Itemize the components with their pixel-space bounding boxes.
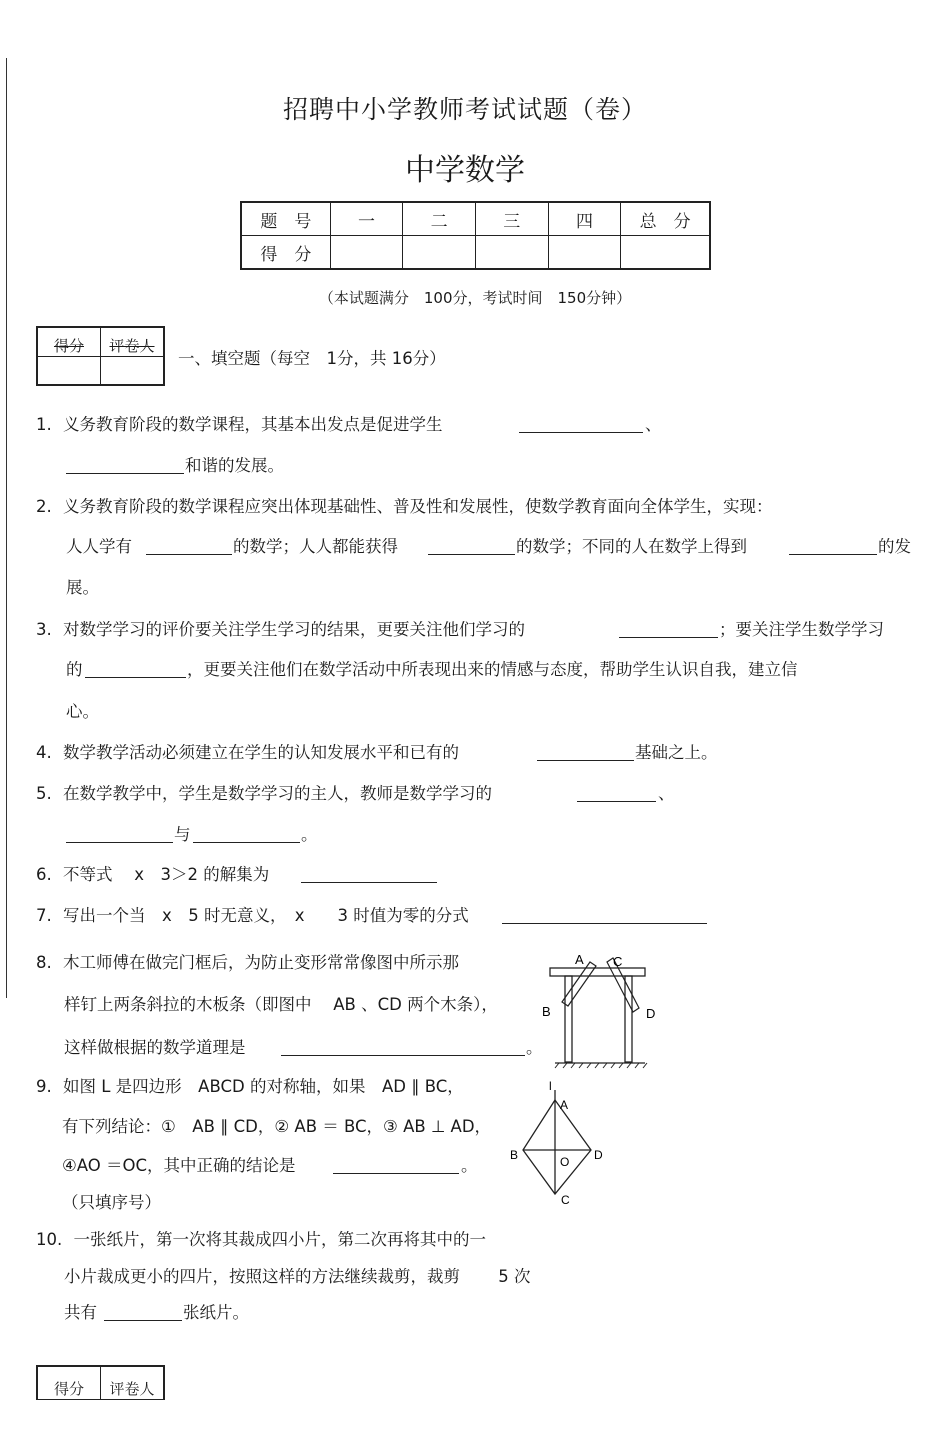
question-text: ，更要关注他们在数学活动中所表现出来的情感与态度，帮助学生认识自我，建立信 [187, 660, 798, 679]
question-text: 在数学教学中，学生是数学学习的主人，教师是数学学习的 [63, 784, 492, 803]
fig-label-d: D [646, 1006, 656, 1021]
question-text: 的数学；不同的人在数学上得到 [516, 537, 747, 556]
question-text: 、 [658, 784, 675, 803]
question-text: 展。 [66, 578, 99, 597]
question-text: ④AO ＝OC，其中正确的结论是 [62, 1156, 296, 1175]
fig-label-c: C [561, 1193, 570, 1207]
fig-label-a: A [560, 1098, 569, 1112]
question-text: 张纸片。 [183, 1303, 249, 1322]
score-row-label: 得 分 [241, 236, 330, 270]
question-3 [36, 620, 525, 640]
quadrilateral-abcd [523, 1100, 591, 1194]
question-10 [36, 1230, 486, 1250]
quadrilateral-figure [505, 1078, 615, 1214]
brace-cd [607, 958, 639, 1012]
score-table [240, 201, 711, 270]
fig-label-o: O [560, 1155, 570, 1169]
question-9 [36, 1077, 464, 1097]
question-number: 9. [36, 1077, 52, 1096]
fig-label-b: B [510, 1148, 519, 1162]
question-text: 的 [66, 660, 83, 679]
grader-score-cell [37, 357, 101, 386]
grader-name-label: 评卷人 [101, 327, 165, 357]
subject-title: 中学数学 [405, 153, 525, 188]
answer-blank[interactable] [66, 457, 184, 474]
question-number: 10. [36, 1230, 63, 1249]
fig-label-a: A [575, 952, 584, 967]
grader-name-label: 评卷人 [101, 1366, 165, 1400]
answer-blank[interactable] [281, 1039, 525, 1056]
question-7 [36, 906, 469, 926]
grader-name-cell [101, 357, 165, 386]
score-header-cell: 题 号 [241, 202, 330, 236]
section-title: 一、填空题（每空 1分，共 16分） [178, 349, 446, 368]
grader-box [36, 326, 165, 386]
question-text: 与 [174, 825, 191, 844]
question-text: 人人学有 [66, 537, 132, 556]
question-1 [36, 415, 443, 435]
score-header-cell: 四 [548, 202, 621, 236]
question-text: 样钉上两条斜拉的木板条（即图中 AB 、CD 两个木条）， [64, 995, 498, 1014]
answer-blank[interactable] [619, 621, 718, 638]
score-cell [548, 236, 621, 270]
question-text: 。 [526, 1038, 543, 1057]
question-text: 基础之上。 [635, 743, 718, 762]
question-text: 小片裁成更小的四片，按照这样的方法继续裁剪，裁剪 5 次 [64, 1267, 531, 1286]
question-8 [36, 953, 459, 973]
answer-blank[interactable] [537, 744, 634, 761]
door-top-beam [550, 968, 645, 976]
ground-hatching [555, 1063, 647, 1068]
question-text: 如图 L 是四边形 ABCD 的对称轴，如果 AD ∥ BC， [63, 1077, 464, 1096]
score-header-cell: 总 分 [621, 202, 710, 236]
question-number: 8. [36, 953, 52, 972]
door-frame-figure [535, 950, 665, 1070]
fig-label-c: C [613, 954, 623, 969]
answer-blank[interactable] [66, 826, 173, 843]
question-text: 这样做根据的数学道理是 [64, 1038, 246, 1057]
question-number: 2. [36, 497, 52, 516]
question-text: 义务教育阶段的数学课程，其基本出发点是促进学生 [63, 415, 443, 434]
answer-blank[interactable] [193, 826, 300, 843]
question-text: 写出一个当 x 5 时无意义， x 3 时值为零的分式 [63, 906, 469, 925]
score-table-header-row [241, 202, 710, 236]
question-5 [36, 784, 492, 804]
score-cell [403, 236, 476, 270]
answer-blank[interactable] [301, 866, 437, 883]
answer-blank[interactable] [85, 661, 186, 678]
answer-blank[interactable] [428, 538, 515, 555]
question-text: 的数学；人人都能获得 [233, 537, 398, 556]
score-cell [475, 236, 548, 270]
question-4 [36, 743, 459, 763]
question-text: 、 [645, 415, 662, 434]
answer-blank[interactable] [519, 416, 643, 433]
exam-title: 招聘中小学教师考试试题（卷） [282, 95, 647, 124]
question-text: 对数学学习的评价要关注学生学习的结果，更要关注他们学习的 [63, 620, 525, 639]
score-table-score-row [241, 236, 710, 270]
grader-score-label: 得分 [37, 327, 101, 357]
grader-score-label: 得分 [37, 1366, 101, 1400]
exam-note: （本试题满分 100分，考试时间 150分钟） [318, 289, 632, 307]
answer-blank[interactable] [146, 538, 232, 555]
question-text: 义务教育阶段的数学课程应突出体现基础性、普及性和发展性，使数学教育面向全体学生，实现： [63, 497, 773, 516]
question-text: 和谐的发展。 [185, 456, 284, 475]
question-text: 的发 [878, 537, 911, 556]
score-header-cell: 二 [403, 202, 476, 236]
score-cell [330, 236, 403, 270]
question-text: 一张纸片，第一次将其裁成四小片，第二次再将其中的一 [73, 1230, 486, 1249]
question-number: 1. [36, 415, 52, 434]
answer-blank[interactable] [789, 538, 877, 555]
score-header-cell: 一 [330, 202, 403, 236]
question-number: 7. [36, 906, 52, 925]
question-6 [36, 865, 269, 885]
question-number: 3. [36, 620, 52, 639]
binding-margin-line [6, 58, 7, 998]
question-text: 不等式 x 3＞2 的解集为 [63, 865, 270, 884]
question-text: ；要关注学生数学学习 [719, 620, 884, 639]
question-text: 。 [461, 1156, 478, 1175]
score-cell [621, 236, 710, 270]
question-text: 木工师傅在做完门框后，为防止变形常常像图中所示那 [63, 953, 459, 972]
fig-label-l: l [549, 1079, 552, 1093]
question-text: 有下列结论：① AB ∥ CD，② AB ＝ BC，③ AB ⊥ AD， [62, 1117, 492, 1136]
answer-blank[interactable] [333, 1157, 459, 1174]
question-text: 。 [301, 825, 318, 844]
fig-label-b: B [542, 1004, 551, 1019]
question-text: 心。 [66, 702, 99, 721]
score-header-cell: 三 [475, 202, 548, 236]
answer-blank[interactable] [502, 907, 707, 924]
answer-blank[interactable] [577, 785, 656, 802]
question-text: （只填序号） [62, 1193, 161, 1212]
question-number: 4. [36, 743, 52, 762]
grader-box [36, 1365, 165, 1400]
question-number: 5. [36, 784, 52, 803]
answer-blank[interactable] [104, 1304, 182, 1321]
question-number: 6. [36, 865, 52, 884]
question-text: 共有 [64, 1303, 97, 1322]
fig-label-d: D [594, 1148, 603, 1162]
question-2 [36, 497, 773, 517]
question-text: 数学教学活动必须建立在学生的认知发展水平和已有的 [63, 743, 459, 762]
